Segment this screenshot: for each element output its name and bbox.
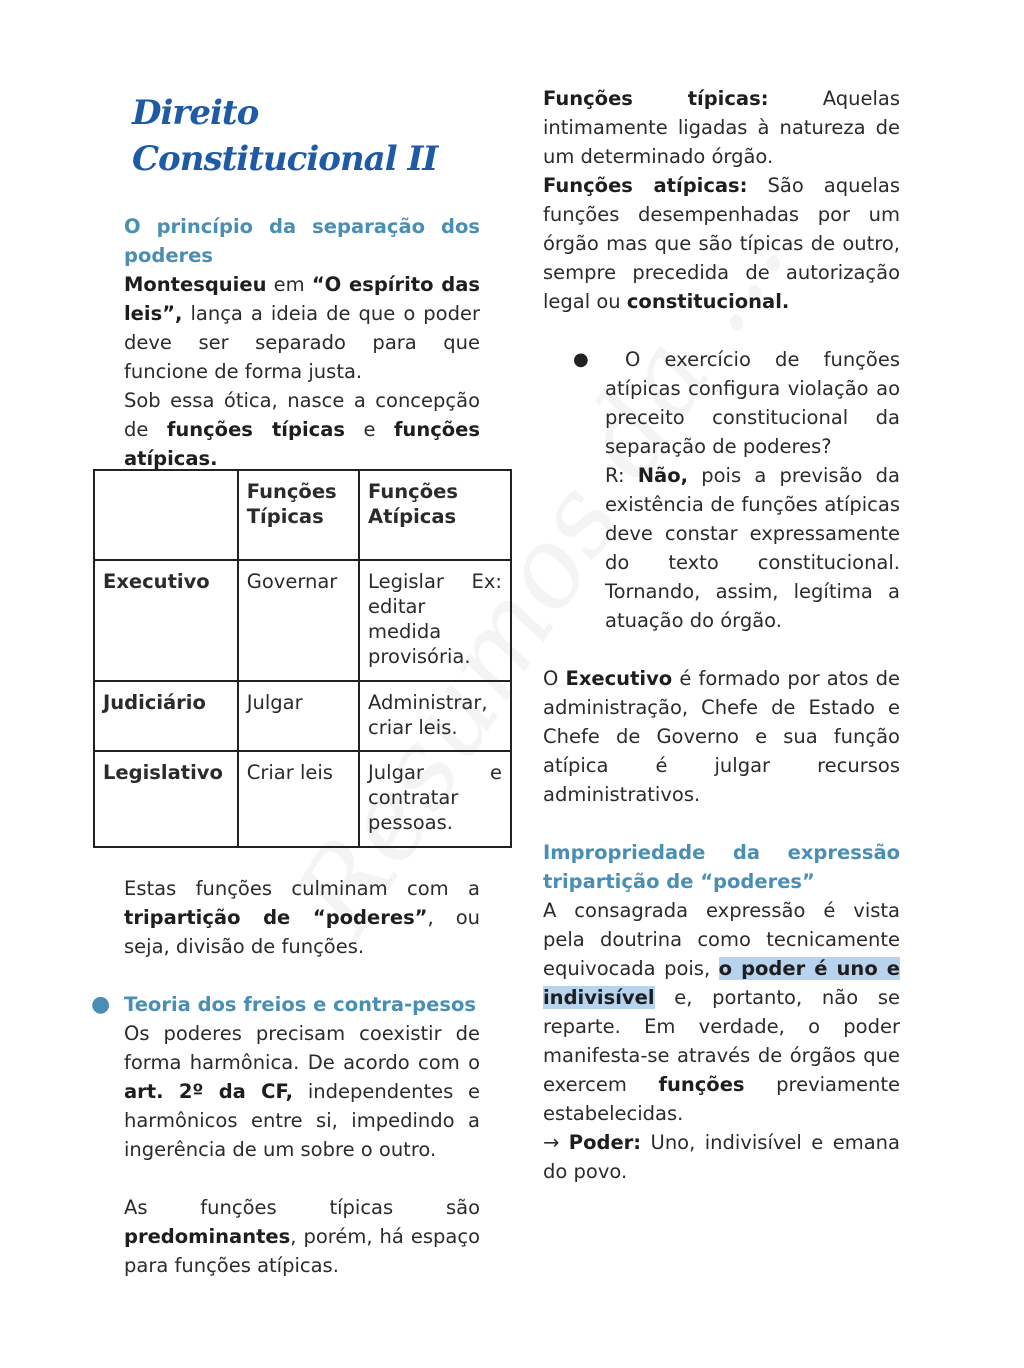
bold-poder: Poder: [568,1131,642,1154]
text: em [266,273,312,296]
table-cell: Legislar Ex: editar medida provisória. [359,560,511,681]
table-cell: Executivo [94,560,238,681]
bold-funcoes-atipicas: funções atípicas. [124,418,480,470]
text: Aquelas intimamente ligadas à natureza de um determinado órgão. [543,87,900,168]
table-cell: Judiciário [94,681,238,751]
table-cell: Governar [238,560,359,681]
bullet-item-freios [91,990,480,1019]
bullet-icon: ● [91,992,111,1017]
page-title: Direito Constitucional II [132,93,438,179]
text: A consagrada expressão é vista pela doutrina como tecnicamente equivocada pois, [543,899,900,980]
question-text: O exercício de funções atípicas configura violação ao preceito constitucional da separação de poderes? [605,348,900,458]
section-heading-impropriedade: Impropriedade da expressão tripartição de “poderes” [543,841,900,893]
text: independentes e harmônicos entre si, impedindo a ingerência de um sobre o outro. [124,1080,480,1161]
bold-funcoes-atipicas-def: Funções atípicas: [543,174,748,197]
text: pois a previsão da existência de funções atípicas deve constar expressamente do texto constitucional. Tornando, assim, legítima a atuação do órgão. [605,464,900,632]
bold-constitucional: constitucional. [626,290,790,313]
bold-montesquieu: Montesquieu [124,273,267,296]
table-header-cell [94,470,238,560]
paragraph-predominantes [124,1193,480,1280]
bold-nao: Não, [637,464,689,487]
text: Estas funções culminam com a [124,877,480,900]
text: Uno, indivisível e emana do povo. [543,1131,900,1183]
text: e, portanto, não se reparte. Em verdade, o poder manifesta-se através de órgãos que exercem [543,986,900,1096]
paragraph-concepcao [124,386,480,473]
table-cell: Criar leis [238,751,359,847]
paragraph-poder [543,1128,900,1186]
bold-executivo: Executivo [565,667,673,690]
paragraph-triparticao [124,874,480,961]
text: , ou seja, divisão de funções. [124,906,481,958]
table-row [94,681,511,751]
left-column-lower [91,874,481,1280]
paragraph-coexistir [124,1019,480,1164]
arrow-icon: → [543,1131,569,1154]
paragraph-executivo [543,664,900,809]
text: lança a ideia de que o poder deve ser separado para que funcione de forma justa. [124,302,480,383]
table-header-row [94,470,511,560]
bold-funcoes-tipicas-def: Funções típicas: [543,87,769,110]
highlight-poder-uno: o poder é uno e indivisível [543,957,900,1009]
paragraph-funcoes-atipicas [543,171,900,316]
paragraph-funcoes-tipicas [543,84,900,171]
answer-text [605,461,900,635]
text: é formado por atos de administração, Chefe de Estado e Chefe de Governo e sua função atípica é julgar recursos administrativos. [543,667,900,806]
text: Sob essa ótica, nasce a concepção de [124,389,480,441]
table-cell: Legislativo [94,751,238,847]
table-row [94,560,511,681]
bold-triparticao: tripartição de “poderes” [124,906,428,929]
table-header-cell: Funções Atípicas [359,470,511,560]
bold-funcoes: funções [658,1073,745,1096]
right-column [543,84,900,1186]
bold-funcoes-tipicas: funções típicas [166,418,345,441]
bold-espirito-leis: “O espírito das leis”, [124,273,480,325]
left-column [124,90,480,473]
bold-art-2: art. 2º da CF, [124,1080,294,1103]
paragraph-montesquieu [124,270,480,386]
text: As funções típicas são [124,1196,480,1219]
text: , porém, há espaço para funções atípicas. [124,1225,480,1277]
text: Os poderes precisam coexistir de forma harmônica. De acordo com o [124,1022,480,1074]
table-cell: Administrar, criar leis. [359,681,511,751]
text: e [344,418,394,441]
section-heading-freios: Teoria dos freios e contra-pesos [124,993,476,1016]
bold-predominantes: predominantes [124,1225,291,1248]
text: São aquelas funções desempenhadas por um órgão mas que são típicas de outro, sempre precedida de autorização legal ou [543,174,901,313]
bullet-item-question [543,345,900,635]
table-header-cell: Funções Típicas [238,470,359,560]
section-heading-separacao: O princípio da separação dos poderes [124,215,480,267]
functions-table [93,469,512,848]
bullet-icon: ● [573,349,589,370]
text: previamente estabelecidas. [543,1073,900,1125]
table-cell: Julgar [238,681,359,751]
table-row [94,751,511,847]
text: R: [605,464,638,487]
paragraph-consagrada [543,896,900,1128]
text: O [543,667,566,690]
table-cell: Julgar e contratar pessoas. [359,751,511,847]
